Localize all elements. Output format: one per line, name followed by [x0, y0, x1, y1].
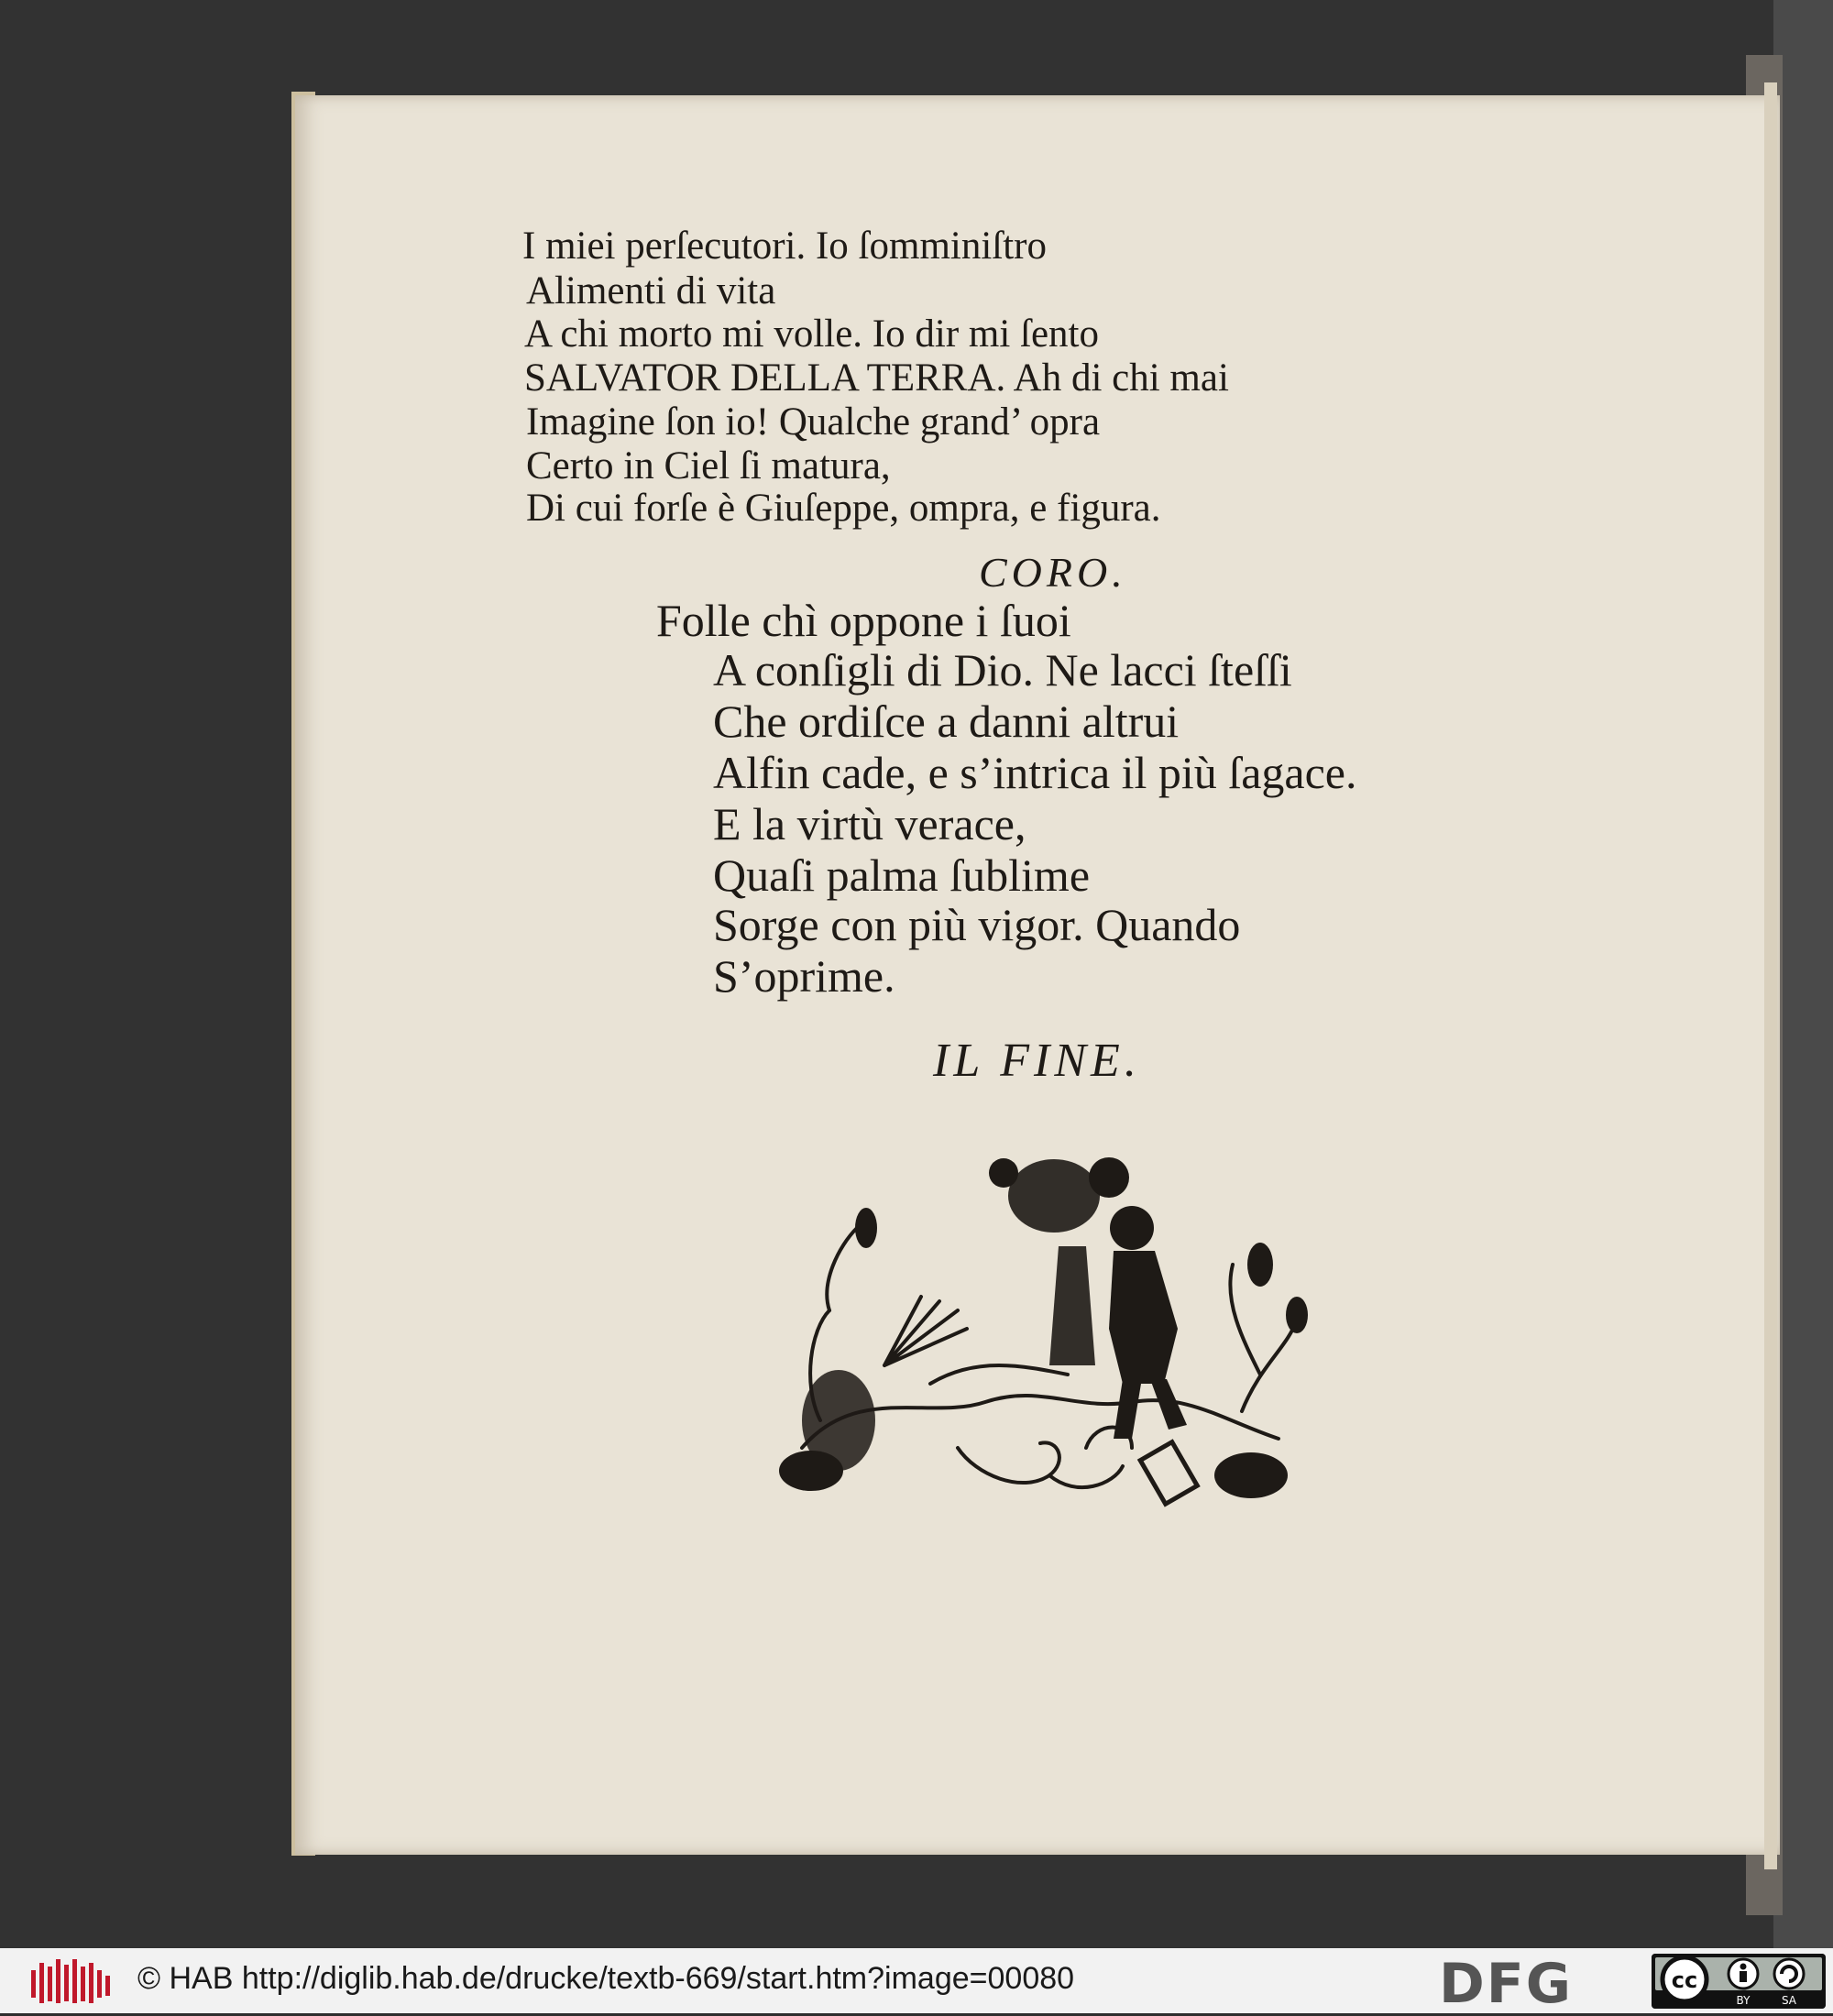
verse-line: Sorge con più vigor. Quando	[713, 899, 1241, 950]
cc-by-sa-icon	[1652, 1954, 1826, 2009]
verse-line: I miei perſecutori. Io ſomminiſtro	[522, 225, 1047, 268]
coro-heading: CORO.	[979, 549, 1127, 596]
hab-logo-icon	[29, 1957, 112, 2005]
verse-line: Che ordiſce a danni altrui	[713, 696, 1180, 747]
verse-line: Alimenti di vita	[526, 269, 776, 312]
page-edge-right	[1764, 82, 1777, 1869]
verse-line: Alfin cade, e s’intrica il più ſagace.	[713, 747, 1357, 798]
end-heading: IL FINE.	[933, 1035, 1141, 1087]
verse-line: SALVATOR DELLA TERRA. Ah di chi mai	[524, 356, 1229, 400]
woodcut-vignette-icon	[747, 1145, 1324, 1521]
verse-line: E la virtù verace,	[713, 798, 1026, 849]
verse-line: A chi morto mi volle. Io dir mi ſento	[524, 312, 1100, 356]
verse-line: Di cui forſe è Giuſeppe, ompra, e figura.	[526, 487, 1161, 530]
verse-line: A conſigli di Dio. Ne lacci ſteſſi	[713, 644, 1292, 696]
verse-line: Imagine ſon io! Qualche grand’ opra	[526, 400, 1101, 444]
viewer-footer-bar	[0, 1948, 1833, 2016]
verse-line: S’oprime.	[713, 950, 895, 1002]
dfg-logo: DFG	[1439, 1952, 1574, 2016]
svg-text:SA: SA	[1781, 1994, 1797, 2007]
verse-line: Certo in Ciel ſi matura,	[526, 444, 891, 488]
verse-line: Folle chì oppone i ſuoi	[656, 595, 1071, 646]
copyright-link[interactable]: © HAB http://diglib.hab.de/drucke/textb-669/start.htm?image=00080	[137, 1961, 1075, 1996]
verse-line: Quaſi palma ſublime	[713, 849, 1091, 901]
svg-text:BY: BY	[1736, 1994, 1751, 2007]
svg-text:cc: cc	[1671, 1967, 1698, 1993]
